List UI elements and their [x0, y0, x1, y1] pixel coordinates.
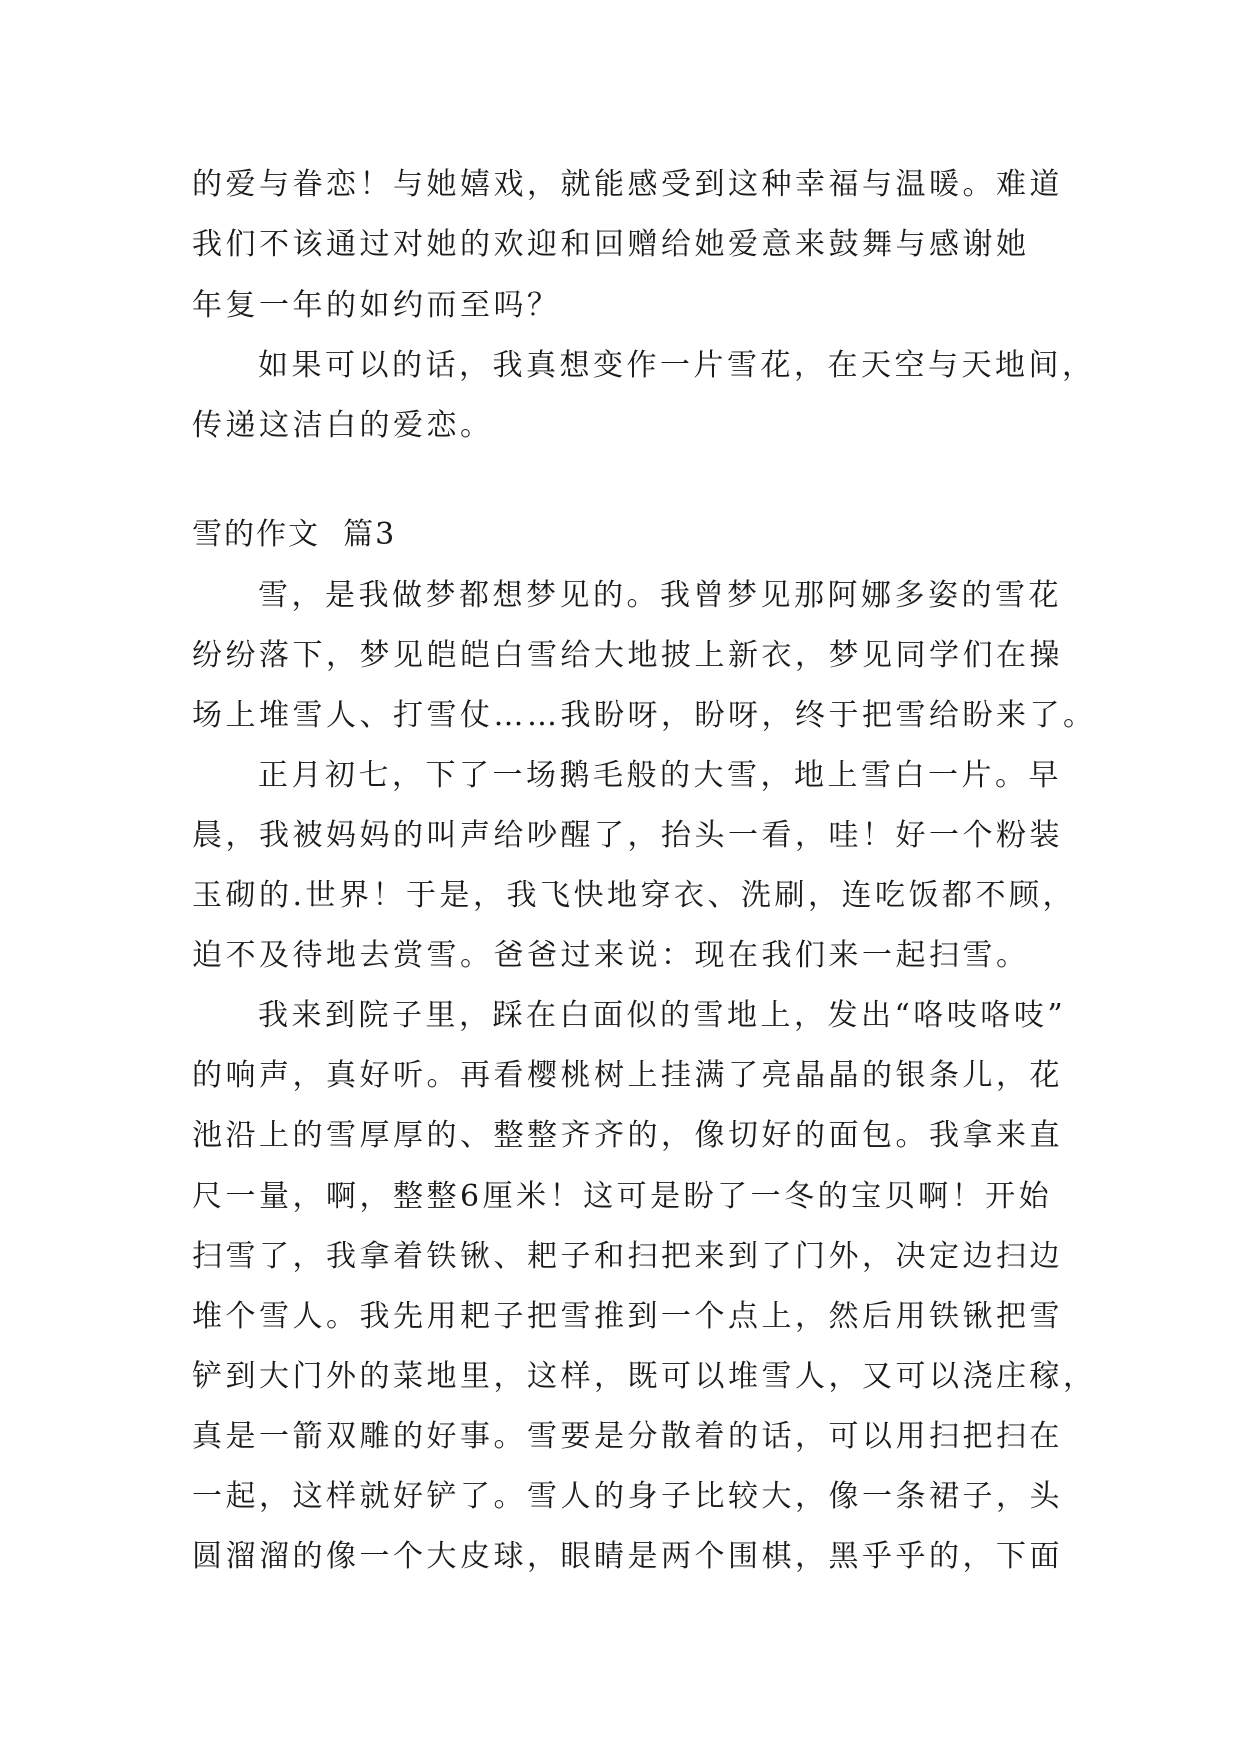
text-line: 我们不该通过对她的欢迎和回赠给她爱意来鼓舞与感谢她 — [192, 227, 1030, 262]
text-line: 雪，是我做梦都想梦见的。我曾梦见那阿娜多姿的雪花 — [258, 578, 1062, 613]
text-line: 扫雪了，我拿着铁锹、耙子和扫把来到了门外，决定边扫边 — [192, 1239, 1063, 1274]
text-line: 尺一量，啊，整整6厘米！这可是盼了一冬的宝贝啊！开始 — [192, 1179, 1053, 1214]
text-line: 年复一年的如约而至吗？ — [192, 288, 561, 323]
text-line: 的响声，真好听。再看樱桃树上挂满了亮晶晶的银条儿，花 — [192, 1058, 1063, 1093]
text-line: 堆个雪人。我先用耙子把雪推到一个点上，然后用铁锹把雪 — [192, 1299, 1063, 1334]
text-line: 晨，我被妈妈的叫声给吵醒了，抬头一看，哇！好一个粉装 — [192, 818, 1063, 853]
text-line: 铲到大门外的菜地里，这样，既可以堆雪人，又可以浇庄稼， — [192, 1359, 1097, 1394]
section-heading: 雪的作文 篇3 — [192, 517, 397, 552]
text-line: 玉砌的.世界！于是，我飞快地穿衣、洗刷，连吃饭都不顾， — [192, 878, 1077, 913]
text-line: 正月初七，下了一场鹅毛般的大雪，地上雪白一片。早 — [258, 758, 1062, 793]
text-line: 我来到院子里，踩在白面似的雪地上，发出“咯吱咯吱” — [258, 998, 1067, 1033]
text-line: 如果可以的话，我真想变作一片雪花，在天空与天地间， — [258, 348, 1096, 383]
text-line: 纷纷落下，梦见皑皑白雪给大地披上新衣，梦见同学们在操 — [192, 638, 1063, 673]
text-line: 迫不及待地去赏雪。爸爸过来说：现在我们来一起扫雪。 — [192, 938, 1030, 973]
text-line: 传递这洁白的爱恋。 — [192, 408, 494, 443]
text-line: 圆溜溜的像一个大皮球，眼睛是两个围棋，黑乎乎的，下面 — [192, 1539, 1063, 1574]
text-line: 的爱与眷恋！与她嬉戏，就能感受到这种幸福与温暖。难道 — [192, 167, 1063, 202]
text-line: 池沿上的雪厚厚的、整整齐齐的，像切好的面包。我拿来直 — [192, 1118, 1063, 1153]
text-line: 真是一箭双雕的好事。雪要是分散着的话，可以用扫把扫在 — [192, 1419, 1063, 1454]
text-line: 一起，这样就好铲了。雪人的身子比较大，像一条裙子，头 — [192, 1479, 1063, 1514]
text-line: 场上堆雪人、打雪仗……我盼呀，盼呀，终于把雪给盼来了。 — [192, 698, 1097, 733]
